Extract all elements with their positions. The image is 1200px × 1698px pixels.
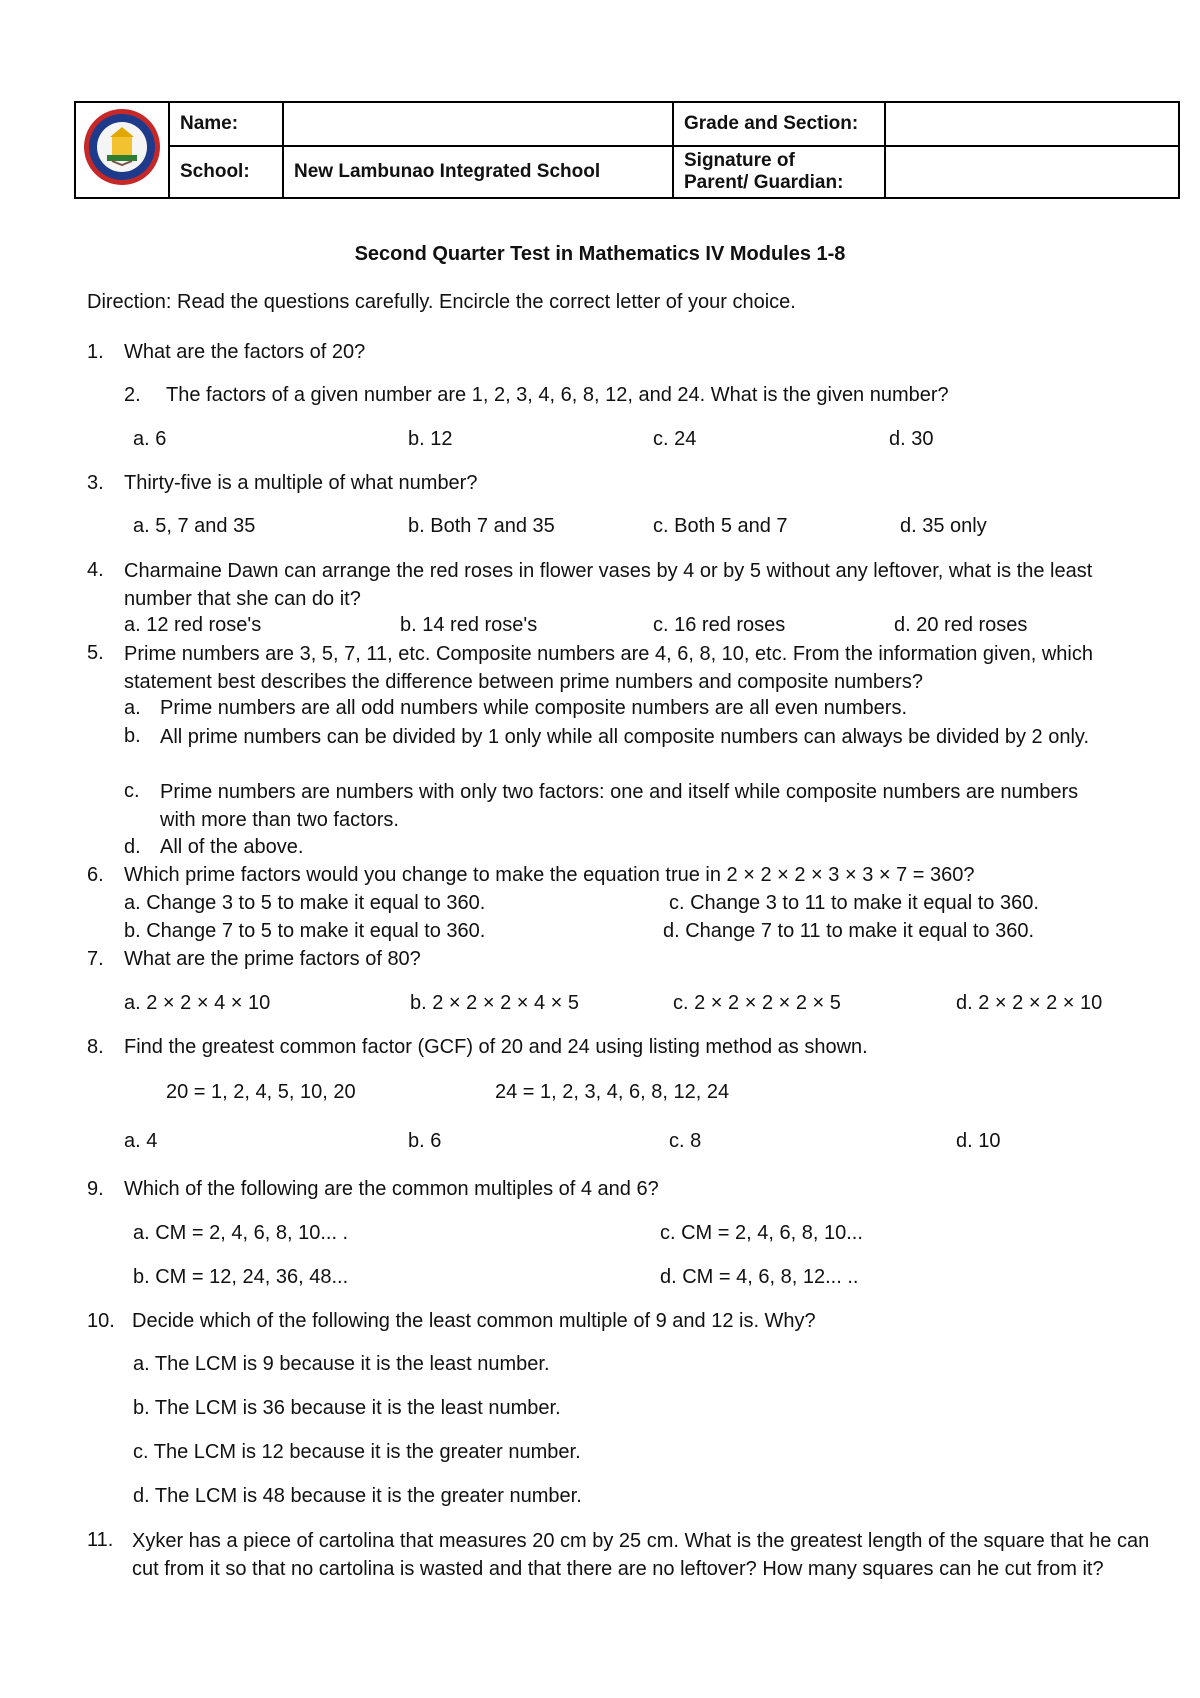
q7-text: What are the prime factors of 80? <box>124 948 421 970</box>
q7-number: 7. <box>87 948 104 970</box>
q7-choice-b[interactable]: b. 2 × 2 × 2 × 4 × 5 <box>410 992 580 1014</box>
q10-choice-b[interactable]: b. The LCM is 36 because it is the least number. <box>133 1397 561 1419</box>
q9-text: Which of the following are the common multiples of 4 and 6? <box>124 1178 659 1200</box>
q2-number: 2. <box>124 384 141 406</box>
q3-choice-c[interactable]: c. Both 5 and 7 <box>653 515 788 537</box>
q8-choice-c[interactable]: c. 8 <box>669 1130 702 1152</box>
q5-choice-c-letter[interactable]: c. <box>124 780 140 802</box>
q2-text: The factors of a given number are 1, 2, 3, 4, 6, 8, 12, and 24. What is the given number? <box>166 384 949 406</box>
q8-list-24: 24 = 1, 2, 3, 4, 6, 8, 12, 24 <box>495 1081 730 1103</box>
q5-choice-a[interactable]: Prime numbers are all odd numbers while composite numbers are all even numbers. <box>160 697 908 719</box>
q5-choice-d-letter[interactable]: d. <box>124 836 141 858</box>
q10-choice-c[interactable]: c. The LCM is 12 because it is the greater number. <box>133 1441 581 1463</box>
q4-choice-d[interactable]: d. 20 red roses <box>894 614 1028 636</box>
q1-number: 1. <box>87 341 104 363</box>
header-table <box>74 101 1180 199</box>
q5-choice-c[interactable]: Prime numbers are numbers with only two factors: one and itself while composite numbers are numbers with more than two factors. <box>160 781 1079 831</box>
q7-choice-a[interactable]: a. 2 × 2 × 4 × 10 <box>124 992 271 1014</box>
q4-number: 4. <box>87 559 104 581</box>
q3-text: Thirty-five is a multiple of what number? <box>124 472 478 494</box>
q8-choice-b[interactable]: b. 6 <box>408 1130 442 1152</box>
q6-choice-b[interactable]: b. Change 7 to 5 to make it equal to 360. <box>124 920 486 942</box>
q8-text: Find the greatest common factor (GCF) of 20 and 24 using listing method as shown. <box>124 1036 868 1058</box>
q11-text: Xyker has a piece of cartolina that measures 20 cm by 25 cm. What is the greatest length of the square that he can cut from it so that no cartolina is wasted and that there are no leftover? How many squares can he cut from it? <box>132 1530 1150 1580</box>
q2-choice-a[interactable]: a. 6 <box>133 428 167 450</box>
direction-text: Direction: Read the questions carefully. Encircle the correct letter of your choice. <box>87 291 796 313</box>
name-field[interactable] <box>283 102 673 146</box>
q7-choice-d[interactable]: d. 2 × 2 × 2 × 10 <box>956 992 1103 1014</box>
school-seal-icon <box>82 107 162 187</box>
q11-number: 11. <box>87 1529 114 1551</box>
q4-choice-b[interactable]: b. 14 red rose's <box>400 614 538 636</box>
signature-label-line2: Parent/ Guardian: <box>684 172 844 193</box>
q9-choice-a[interactable]: a. CM = 2, 4, 6, 8, 10... . <box>133 1222 349 1244</box>
q8-choice-d[interactable]: d. 10 <box>956 1130 1001 1152</box>
signature-field[interactable] <box>885 146 1179 198</box>
q10-choice-d[interactable]: d. The LCM is 48 because it is the greater number. <box>133 1485 582 1507</box>
q5-choice-b-letter[interactable]: b. <box>124 725 141 747</box>
q9-choice-b[interactable]: b. CM = 12, 24, 36, 48... <box>133 1266 349 1288</box>
q6-choice-d[interactable]: d. Change 7 to 11 to make it equal to 360. <box>663 920 1034 942</box>
q3-number: 3. <box>87 472 104 494</box>
q8-number: 8. <box>87 1036 104 1058</box>
q9-number: 9. <box>87 1178 104 1200</box>
grade-section-label: Grade and Section: <box>673 102 885 146</box>
q2-choice-c[interactable]: c. 24 <box>653 428 697 450</box>
q5-number: 5. <box>87 642 104 664</box>
q10-text: Decide which of the following the least common multiple of 9 and 12 is. Why? <box>132 1310 816 1332</box>
q7-choice-c[interactable]: c. 2 × 2 × 2 × 2 × 5 <box>673 992 841 1014</box>
q2-choice-b[interactable]: b. 12 <box>408 428 453 450</box>
q3-choice-d[interactable]: d. 35 only <box>900 515 987 537</box>
q4-text: Charmaine Dawn can arrange the red roses in flower vases by 4 or by 5 without any leftover, what is the least number that she can do it? <box>124 560 1093 610</box>
q5-choice-b[interactable]: All prime numbers can be divided by 1 only while all composite numbers can always be divided by 2 only. <box>160 726 1089 748</box>
q6-number: 6. <box>87 864 104 886</box>
q5-text: Prime numbers are 3, 5, 7, 11, etc. Composite numbers are 4, 6, 8, 10, etc. From the information given, which statement best describes the difference between prime numbers and composite numbers? <box>124 643 1093 693</box>
q4-choice-c[interactable]: c. 16 red roses <box>653 614 786 636</box>
q5-choice-d[interactable]: All of the above. <box>160 836 304 858</box>
q10-number: 10. <box>87 1310 115 1332</box>
q6-text: Which prime factors would you change to make the equation true in 2 × 2 × 2 × 3 × 3 × 7 = 360? <box>124 864 975 886</box>
test-title: Second Quarter Test in Mathematics IV Modules 1-8 <box>354 243 846 265</box>
signature-label-line1: Signature of <box>684 150 795 171</box>
q8-list-20: 20 = 1, 2, 4, 5, 10, 20 <box>166 1081 356 1103</box>
q9-choice-c[interactable]: c. CM = 2, 4, 6, 8, 10... <box>660 1222 863 1244</box>
q1-text: What are the factors of 20? <box>124 341 366 363</box>
name-label: Name: <box>169 102 283 146</box>
q2-choice-d[interactable]: d. 30 <box>889 428 934 450</box>
signature-label <box>673 146 885 198</box>
q3-choice-a[interactable]: a. 5, 7 and 35 <box>133 515 256 537</box>
q10-choice-a[interactable]: a. The LCM is 9 because it is the least number. <box>133 1353 550 1375</box>
school-value: New Lambunao Integrated School <box>283 146 673 198</box>
q8-choice-a[interactable]: a. 4 <box>124 1130 158 1152</box>
q3-choice-b[interactable]: b. Both 7 and 35 <box>408 515 555 537</box>
school-label: School: <box>169 146 283 198</box>
q6-choice-a[interactable]: a. Change 3 to 5 to make it equal to 360. <box>124 892 486 914</box>
q5-choice-a-letter[interactable]: a. <box>124 697 141 719</box>
q6-choice-c[interactable]: c. Change 3 to 11 to make it equal to 360. <box>669 892 1039 914</box>
grade-section-field[interactable] <box>885 102 1179 146</box>
q9-choice-d[interactable]: d. CM = 4, 6, 8, 12... .. <box>660 1266 859 1288</box>
q4-choice-a[interactable]: a. 12 red rose's <box>124 614 262 636</box>
school-logo-cell <box>75 102 169 198</box>
